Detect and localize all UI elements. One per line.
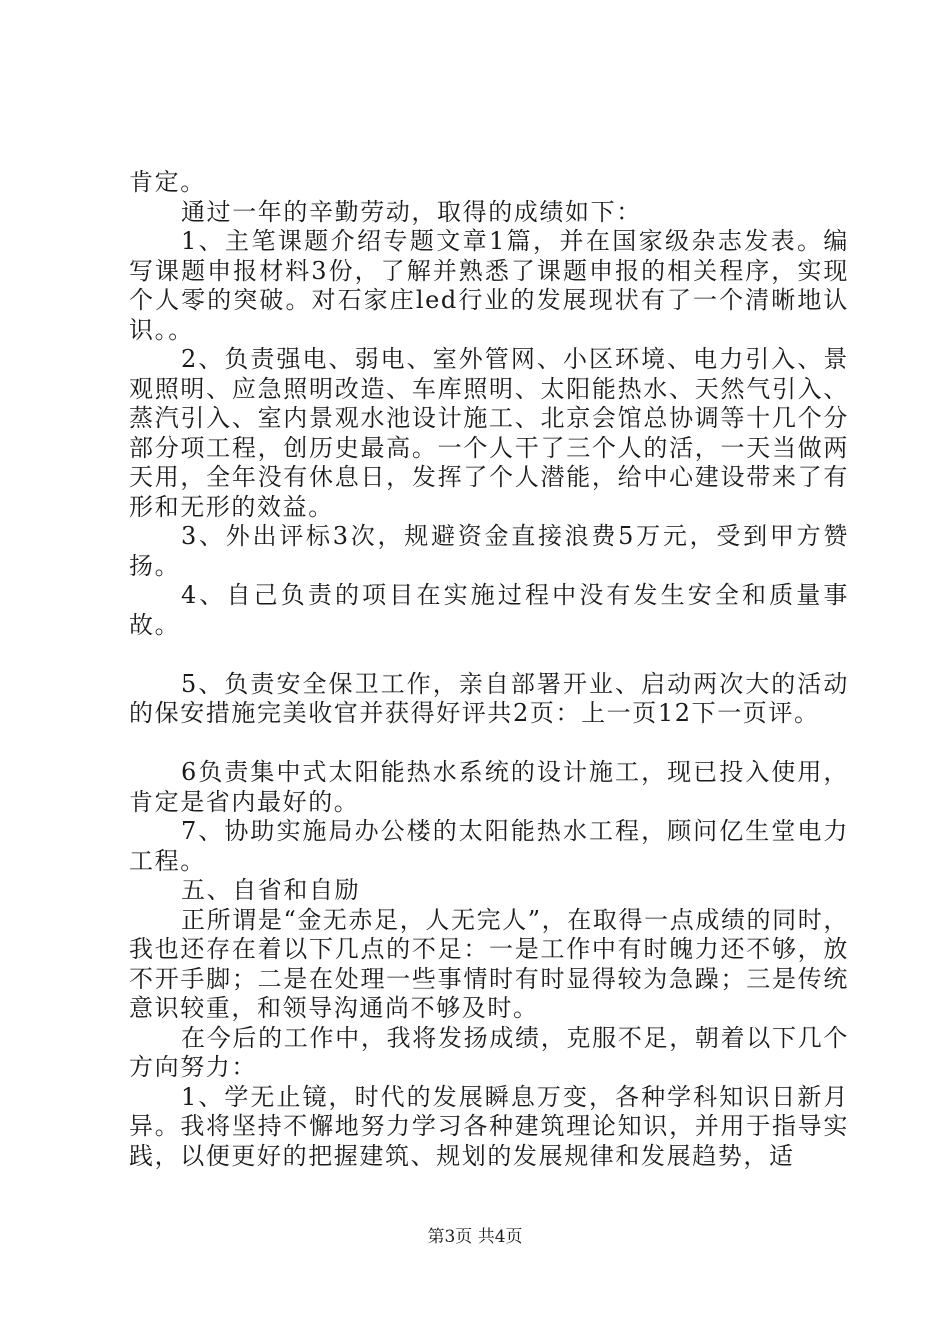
- paragraph-2: 1、主笔课题介绍专题文章1篇，并在国家级杂志发表。编写课题申报材料3份，了解并熟悉了课题申报的相关程序，实现个人零的突破。对石家庄led行业的发展现状有了一个清晰地认识。。: [129, 227, 849, 344]
- paragraph-4: 3、外出评标3次，规避资金直接浪费5万元，受到甲方赞扬。: [129, 522, 849, 580]
- paragraph-6: 5、负责安全保卫工作，亲自部署开业、启动两次大的活动的保安措施完美收官并获得好评共2页：上一页12下一页评。: [129, 669, 849, 727]
- section-heading: 五、自省和自励: [181, 876, 361, 904]
- paragraph-8: 7、协助实施局办公楼的太阳能热水工程，顾问亿生堂电力工程。: [129, 817, 849, 875]
- blank-line: [129, 640, 849, 670]
- paragraph-12: 1、学无止镜，时代的发展瞬息万变，各种学科知识日新月异。我将坚持不懈地努力学习各种建筑理论知识，并用于指导实践，以便更好的把握建筑、规划的发展规律和发展趋势，适: [129, 1082, 849, 1170]
- page-number-footer: 第3页 共4页: [427, 1227, 523, 1247]
- paragraph-10: 正所谓是“金无赤足，人无完人”，在取得一点成绩的同时，我也还存在着以下几点的不足：一是工作中有时魄力还不够，放不开手脚；二是在处理一些事情时有时显得较为急躁；三是传统意识较重，和领导沟通尚不够及时。: [129, 905, 849, 1022]
- paragraph-7: 6负责集中式太阳能热水系统的设计施工，现已投入使用，肯定是省内最好的。: [129, 758, 849, 816]
- paragraph-0: 肯定。: [129, 168, 206, 196]
- document-body: [129, 168, 849, 1171]
- paragraph-1: 通过一年的辛勤劳动，取得的成绩如下：: [181, 197, 642, 226]
- blank-line: [129, 729, 849, 759]
- paragraph-11: 在今后的工作中，我将发扬成绩，克服不足，朝着以下几个方向努力：: [129, 1023, 849, 1081]
- paragraph-5: 4、自己负责的项目在实施过程中没有发生安全和质量事故。: [129, 581, 849, 639]
- paragraph-3: 2、负责强电、弱电、室外管网、小区环境、电力引入、景观照明、应急照明改造、车库照明、太阳能热水、天然气引入、蒸汽引入、室内景观水池设计施工、北京会馆总协调等十几个分部分项工程，创历史最高。一个人干了三个人的活，一天当做两天用，全年没有休息日，发挥了个人潜能，给中心建设带来了有形和无形的效益。: [129, 345, 849, 521]
